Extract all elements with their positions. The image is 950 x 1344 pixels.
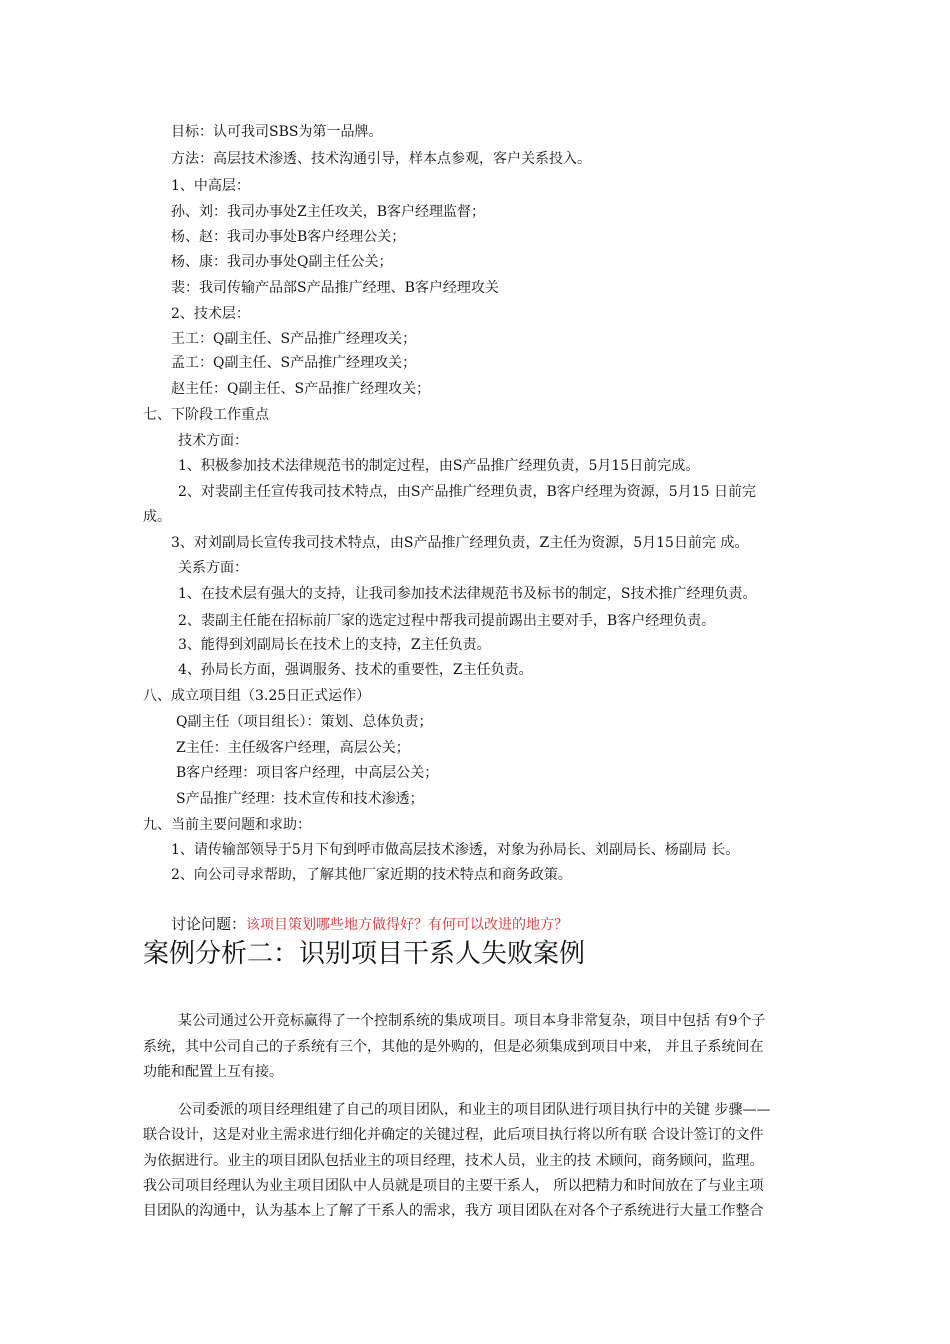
project-group-item: S产品推广经理：技术宣传和技术渗透； [176, 791, 424, 807]
tech-aspect-item-cont: 成。 [143, 509, 171, 525]
case-para2-line: 为依据进行。业主的项目团队包括业主的项目经理，技术人员，业主的技 术顾问，商务顾问，监理。 [143, 1153, 764, 1169]
relation-aspect-item: 4、孙局长方面，强调服务、技术的重要性，Z主任负责。 [178, 662, 533, 678]
case-para1-line: 功能和配置上互有接。 [143, 1064, 283, 1080]
relation-aspect-item: 3、能得到刘副局长在技术上的支持，Z主任负责。 [178, 637, 491, 653]
mid-high-item: 杨、赵：我司办事处B客户经理公关； [171, 229, 406, 245]
case-para2-line: 公司委派的项目经理组建了自己的项目团队，和业主的项目团队进行项目执行中的关键 步骤—— [178, 1102, 771, 1118]
project-group-item: Z主任：主任级客户经理，高层公关； [176, 740, 410, 756]
tech-title: 2、技术层： [171, 306, 250, 322]
goal-line: 目标：认可我司SBS为第一品牌。 [171, 124, 383, 140]
issue-item: 1、请传输部领导于5月下旬到呼市做高层技术渗透，对象为孙局长、刘副局长、杨副局 长。 [171, 842, 740, 858]
case-para1-line: 系统，其中公司自己的子系统有三个，其他的是外购的，但是必须集成到项目中来， 并且子系统间在 [143, 1039, 764, 1055]
case-para1-line: 某公司通过公开竞标赢得了一个控制系统的集成项目。项目本身非常复杂，项目中包括 有9个子 [178, 1013, 766, 1029]
tech-aspect-label: 技术方面： [178, 433, 248, 449]
section-nine-title: 九、当前主要问题和求助： [143, 817, 311, 833]
discussion-question: 该项目策划哪些地方做得好？有何可以改进的地方？ [246, 917, 569, 933]
method-line: 方法：高层技术渗透、技术沟通引导，样本点参观，客户关系投入。 [171, 151, 591, 167]
case-para2-line: 目团队的沟通中，认为基本上了解了干系人的需求，我方 项目团队在对各个子系统进行大量工作整合 [143, 1203, 764, 1219]
tech-aspect-item: 1、积极参加技术法律规范书的制定过程，由S产品推广经理负责，5月15日前完成。 [178, 458, 700, 474]
case-para2-line: 我公司项目经理认为业主项目团队中人员就是项目的主要干系人， 所以把精力和时间放在了与业主项 [143, 1178, 764, 1194]
mid-high-item: 孙、刘：我司办事处Z主任攻关，B客户经理监督； [171, 204, 486, 220]
discussion-label: 讨论问题： [171, 915, 247, 933]
relation-aspect-item: 2、裴副主任能在招标前厂家的选定过程中帮我司提前踢出主要对手，B客户经理负责。 [178, 613, 716, 629]
mid-high-item: 杨、康：我司办事处Q副主任公关； [171, 254, 393, 270]
relation-aspect-item: 1、在技术层有强大的支持，让我司参加技术法律规范书及标书的制定，S技术推广经理负责。 [178, 586, 757, 602]
issue-item: 2、向公司寻求帮助，了解其他厂家近期的技术特点和商务政策。 [171, 867, 572, 883]
tech-item: 王工：Q副主任、S产品推广经理攻关； [171, 331, 417, 347]
case-heading: 案例分析二：识别项目干系人失败案例 [143, 939, 586, 969]
tech-item: 赵主任：Q副主任、S产品推广经理攻关； [171, 381, 431, 397]
mid-high-item: 裴：我司传输产品部S产品推广经理、B客户经理攻关 [171, 280, 499, 296]
section-eight-title: 八、成立项目组（3.25日正式运作） [143, 688, 371, 704]
section-seven-title: 七、下阶段工作重点 [143, 407, 269, 423]
case-para2-line: 联合设计，这是对业主需求进行细化并确定的关键过程，此后项目执行将以所有联 合设计签订的文件 [143, 1127, 764, 1143]
discussion-line [171, 915, 568, 934]
tech-aspect-item: 2、对裴副主任宣传我司技术特点，由S产品推广经理负责，B客户经理为资源，5月15 日前完 [178, 484, 756, 500]
tech-item: 孟工：Q副主任、S产品推广经理攻关； [171, 355, 417, 371]
tech-aspect-item: 3、对刘副局长宣传我司技术特点，由S产品推广经理负责，Z主任为资源，5月15日前完 成。 [171, 535, 749, 551]
mid-high-title: 1、中高层： [171, 178, 250, 194]
project-group-item: B客户经理：项目客户经理，中高层公关； [176, 765, 439, 781]
project-group-item: Q副主任（项目组长）：策划、总体负责； [176, 714, 433, 730]
relation-aspect-label: 关系方面： [178, 560, 248, 576]
